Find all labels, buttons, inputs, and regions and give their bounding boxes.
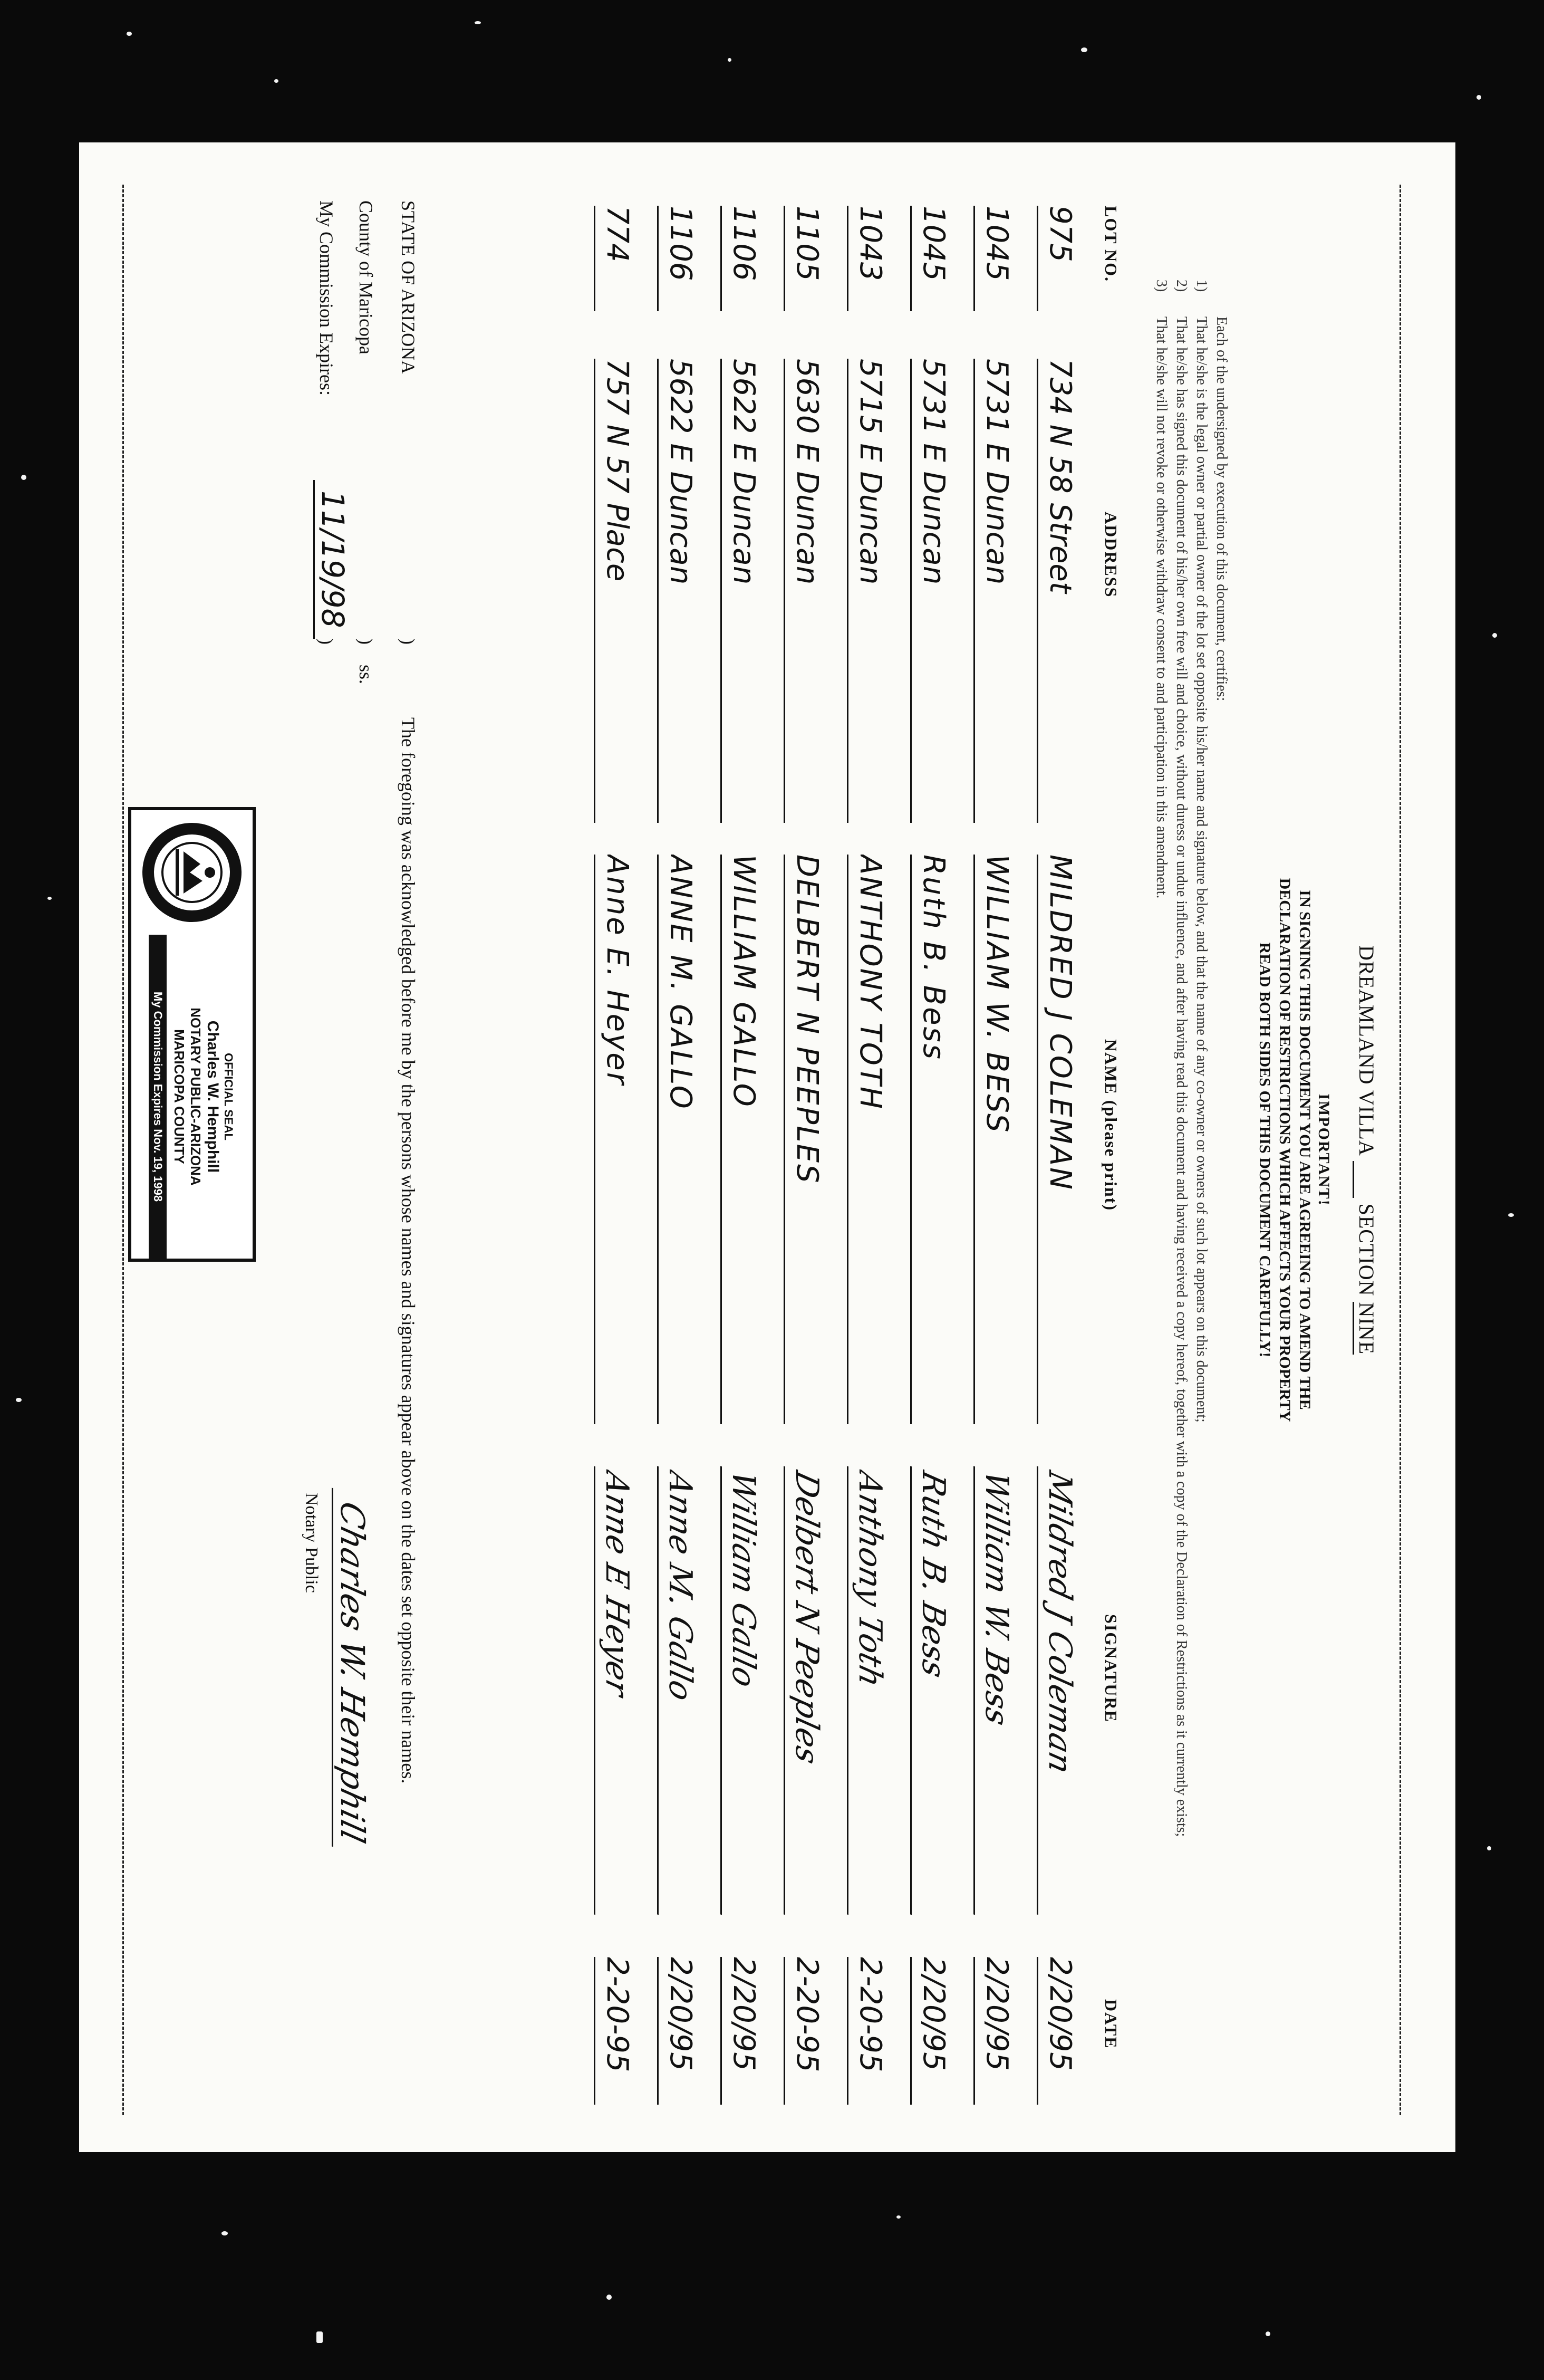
scan-speck	[1266, 2331, 1270, 2336]
date: 2/20/95	[910, 1957, 955, 2105]
scan-speck	[21, 475, 26, 480]
scan-speck	[1081, 47, 1087, 52]
address: 5622 E Duncan	[720, 359, 765, 823]
column-headers	[1094, 185, 1121, 2115]
signature: William Gallo	[720, 1466, 765, 1925]
notary-public-label: Notary Public	[302, 1493, 321, 1593]
county-label: County of Maricopa	[355, 200, 377, 354]
address: 5731 E Duncan	[973, 359, 1018, 823]
bracket: )	[355, 638, 377, 645]
scan-speck	[274, 79, 278, 83]
seal-line-notary-public: NOTARY PUBLIC-ARIZONA	[188, 1007, 204, 1186]
commission-expiry-date: 11/19/98	[313, 480, 351, 639]
lot-number: 1043	[847, 206, 892, 311]
title-text: DREAMLAND VILLA	[1355, 945, 1378, 1155]
date: 2/20/95	[1037, 1957, 1082, 2105]
seal-notary-name: Charles W. Hemphill	[204, 1020, 221, 1173]
notary-signature: Charles W. Hemphill	[332, 1488, 372, 1857]
printed-name: ANTHONY TOTH	[847, 855, 892, 1424]
scan-speck	[316, 2331, 323, 2343]
signature-rows	[583, 185, 1089, 2115]
address: 5715 E Duncan	[847, 359, 892, 823]
notary-seal-stamp	[128, 807, 256, 1262]
header-lot-no: LOT NO.	[1102, 206, 1121, 282]
scan-speck	[475, 21, 481, 24]
address: 5731 E Duncan	[910, 359, 955, 823]
lot-number: 1106	[657, 206, 702, 311]
scan-speck	[1487, 1846, 1491, 1850]
signature: Ruth B. Bess	[910, 1466, 955, 1925]
lot-number: 1106	[720, 206, 765, 311]
rotated-document	[113, 185, 1416, 2115]
bracket: )	[316, 638, 337, 645]
date: 2/20/95	[657, 1957, 702, 2105]
scan-speck	[1477, 95, 1481, 100]
ss-label: ss.	[355, 665, 377, 685]
commission-label: My Commission Expires:	[316, 200, 337, 396]
title-blank	[1353, 1161, 1379, 1198]
term-1: 1) That he/she is the legal owner or partial owner of the lot set opposite his/her name and signature below, and that the name of any co-owner or owners of such lot appears on this document;	[1193, 280, 1210, 1423]
lot-number: 1045	[910, 206, 955, 311]
printed-name: MILDRED J COLEMAN	[1037, 855, 1082, 1424]
lot-number: 975	[1037, 206, 1082, 311]
section-number: NINE	[1353, 1302, 1379, 1355]
seal-title: OFFICIAL SEAL	[222, 1053, 235, 1140]
lot-number: 1105	[784, 206, 828, 311]
scan-speck	[127, 32, 132, 36]
scanned-page	[79, 142, 1455, 2152]
scan-speck	[896, 2215, 901, 2219]
seal-text	[149, 935, 235, 1259]
scan-speck	[47, 897, 52, 900]
date: 2/20/95	[973, 1957, 1018, 2105]
banner-line-1: IN SIGNING THIS DOCUMENT YOU ARE AGREEING TO AMEND THE	[1296, 890, 1314, 1410]
lot-number: 774	[594, 206, 639, 311]
signature: Anne E Heyer	[594, 1466, 639, 1925]
scan-speck	[728, 58, 731, 62]
printed-name: Ruth B. Bess	[910, 855, 955, 1424]
header-date: DATE	[1102, 1999, 1121, 2049]
header-address: ADDRESS	[1102, 512, 1121, 598]
printed-name: ANNE M. GALLO	[657, 855, 702, 1424]
printed-name: Anne E. Heyer	[594, 855, 639, 1424]
signature: William W. Bess	[973, 1466, 1018, 1925]
term-2: 2) That he/she has signed this document of his/her own free will and choice, without duress or undue influence, and after having read this document and having received a copy hereof, together with a copy of the Declaration of Restrictions as it currently exists;	[1173, 280, 1190, 1837]
signature: Anthony Toth	[847, 1466, 892, 1925]
date: 2-20-95	[594, 1957, 639, 2105]
scan-speck	[1492, 633, 1497, 638]
printed-name: WILLIAM GALLO	[720, 855, 765, 1424]
bracket: )	[398, 638, 419, 645]
notary-block	[113, 185, 424, 2115]
table-row	[583, 185, 646, 2115]
table-row	[836, 185, 899, 2115]
certification-terms	[1151, 280, 1231, 2031]
signature: Anne M. Gallo	[657, 1466, 702, 1925]
seal-line-county: MARICOPA COUNTY	[171, 1029, 187, 1164]
address: 734 N 58 Street	[1037, 359, 1082, 823]
important-heading: IMPORTANT!	[1315, 1093, 1333, 1206]
table-row	[899, 185, 962, 2115]
address: 757 N 57 Place	[594, 359, 639, 823]
state-label: STATE OF ARIZONA	[398, 200, 419, 375]
acknowledgment-text: The foregoing was acknowledged before me by the persons whose names and signatures appear above on the dates set opposite their names.	[398, 717, 419, 1784]
document-title	[1353, 185, 1379, 2115]
banner-line-3: READ BOTH SIDES OF THIS DOCUMENT CAREFULLY!	[1256, 942, 1273, 1358]
seal-commission-expires: My Commission Expires Nov. 19, 1998	[149, 935, 167, 1259]
date: 2-20-95	[847, 1957, 892, 2105]
scan-speck	[606, 2295, 612, 2300]
signature: Mildred J Coleman	[1037, 1466, 1082, 1925]
header-signature: SIGNATURE	[1102, 1614, 1121, 1723]
banner-line-2: DECLARATION OF RESTRICTIONS WHICH AFFECTS YOUR PROPERTY	[1276, 878, 1294, 1422]
date: 2/20/95	[720, 1957, 765, 2105]
signature: Delbert N Peeples	[784, 1466, 828, 1925]
address: 5630 E Duncan	[784, 359, 828, 823]
printed-name: DELBERT N PEEPLES	[784, 855, 828, 1424]
table-row	[773, 185, 836, 2115]
document-header	[1254, 185, 1379, 2115]
table-row	[962, 185, 1026, 2115]
section-label: SECTION	[1355, 1203, 1378, 1297]
table-row	[1026, 185, 1089, 2115]
table-row	[709, 185, 773, 2115]
state-seal-icon	[139, 820, 245, 925]
date: 2-20-95	[784, 1957, 828, 2105]
term-3: 3) That he/she will not revoke or otherwise withdraw consent to and participation in this amendment.	[1153, 280, 1170, 899]
scan-speck	[221, 2231, 228, 2235]
printed-name: WILLIAM W. BESS	[973, 855, 1018, 1424]
header-name: NAME (please print)	[1102, 1039, 1121, 1211]
address: 5622 E Duncan	[657, 359, 702, 823]
scan-speck	[1508, 1213, 1514, 1217]
lot-number: 1045	[973, 206, 1018, 311]
top-border-line	[1400, 185, 1401, 2115]
scan-speck	[16, 1398, 22, 1402]
term-intro: Each of the undersigned by execution of this document, certifies:	[1213, 316, 1230, 702]
table-row	[646, 185, 709, 2115]
